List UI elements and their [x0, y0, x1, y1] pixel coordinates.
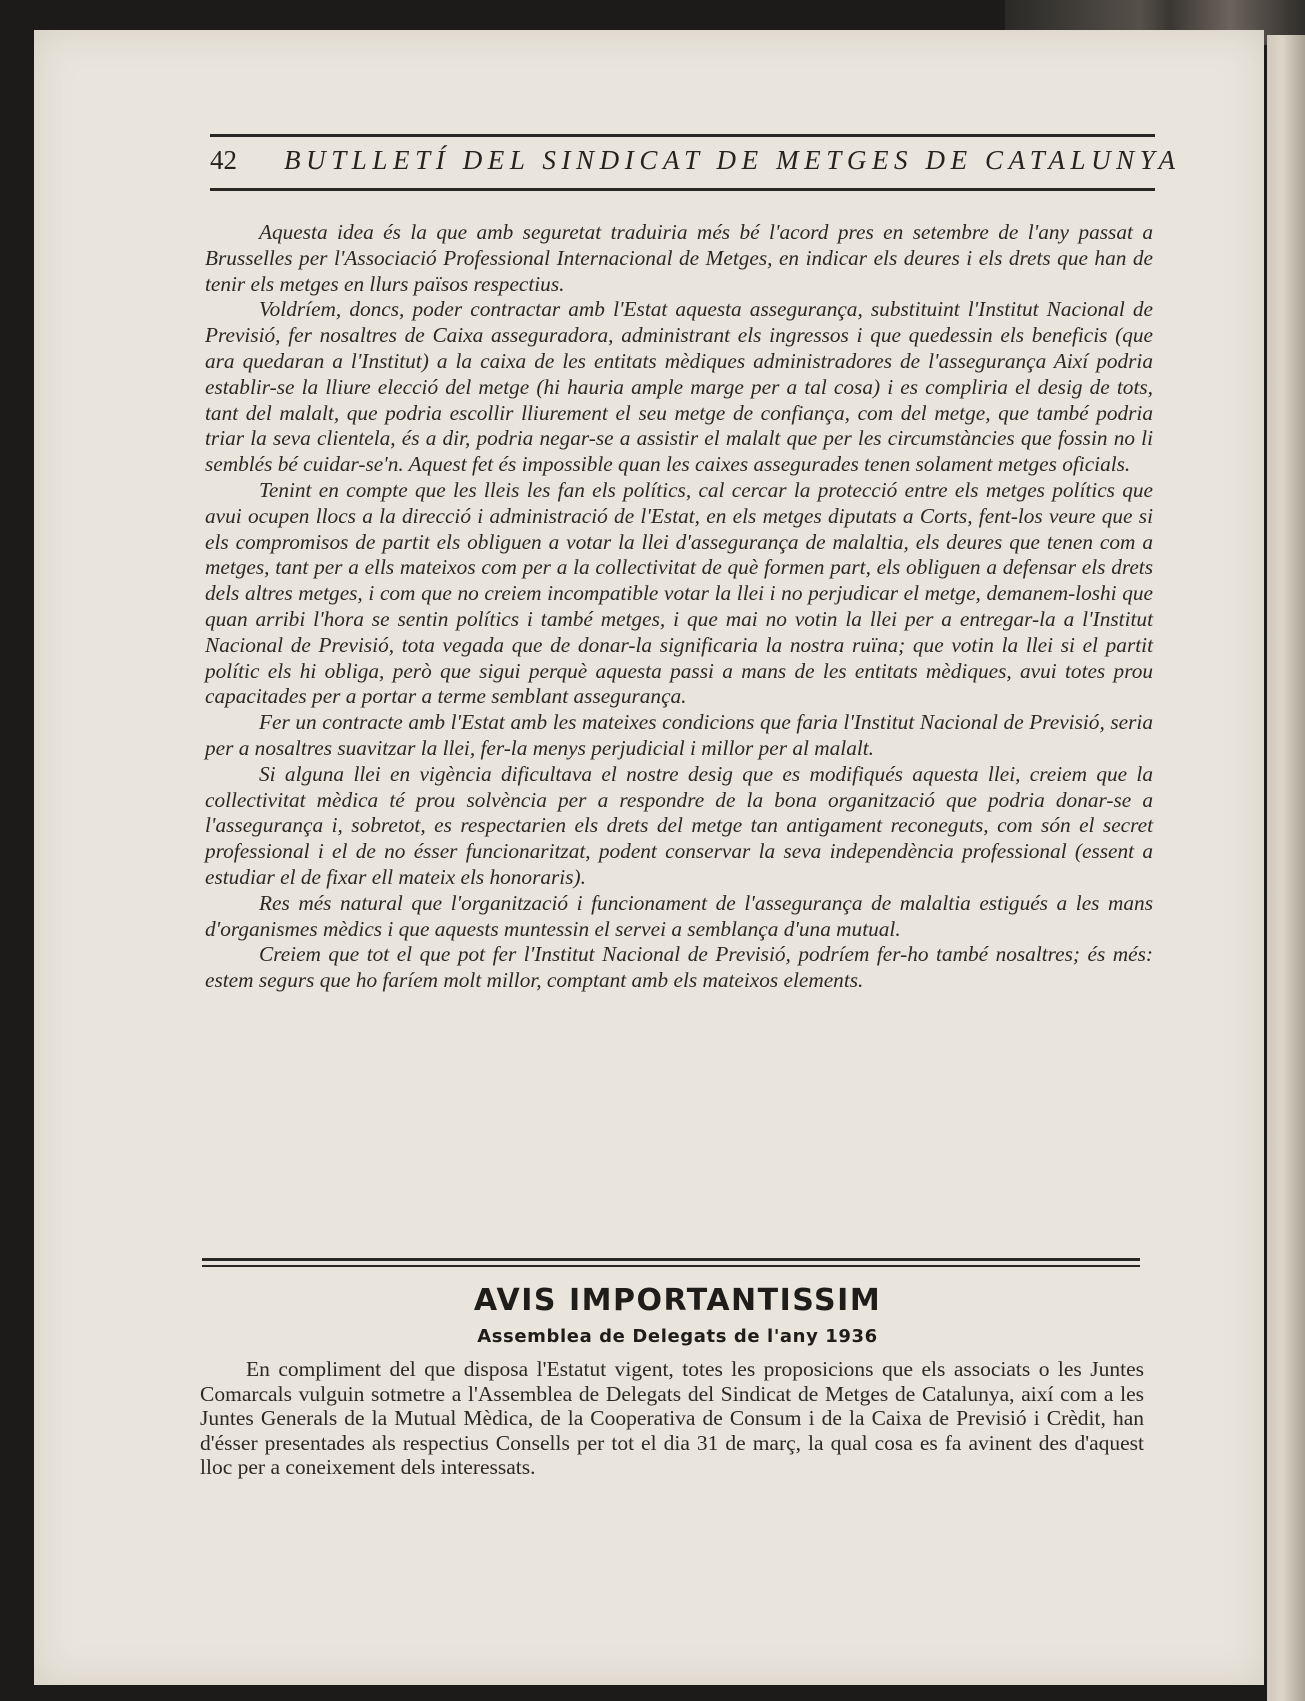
header-top-rule: [210, 134, 1155, 137]
paragraph: Fer un contracte amb l'Estat amb les mateixes condicions que faria l'Institut Nacional de Previsió, seria per a nosaltres suavitzar la llei, fer-la menys perjudicial i millor per al malalt.: [205, 710, 1153, 760]
page-number: 42: [210, 145, 237, 175]
paragraph: Si alguna llei en vigència dificultava el nostre desig que es modifiqués aquesta llei, creiem que la collectivitat mèdica té prou solvència per a respondre de la bona organització que podria donar-se a l'assegurança i, sobretot, es respectarien els drets del metge tan antigament reconeguts, com són el secret professional i el de no ésser funcionaritzat, podent conservar la seva independència professional (essent a estudiar el de fixar ell mateix els honoraris).: [205, 761, 1153, 889]
notice-heading: [200, 1283, 1155, 1351]
header-bottom-rule: [210, 188, 1155, 191]
article-body: [205, 220, 1153, 994]
paragraph: Voldríem, doncs, poder contractar amb l'Estat aquesta assegurança, substituint l'Institut Nacional de Previsió, fer nosaltres de Caixa asseguradora, administrant els ingressos i que quedessin els beneficis (que ara quedaran a l'Institut) a la caixa de les entitats mèdiques administradores de l'assegurança Així podria establir-se la lliure elecció del metge (hi hauria ample marge per a tal cosa) i es compliria el desig de tots, tant del malalt, que podria escollir lliurement el seu metge de confiança, com del metge, que també podria triar la seva clientela, és a dir, podria negar-se a assistir el malalt que per les circumstàncies que fossin no li semblés bé cuidar-se'n. Aquest fet és impossible quan les caixes assegurades tenen solament metges oficials.: [205, 297, 1153, 477]
running-header: [210, 145, 1181, 181]
section-divider-rule-bottom: [202, 1265, 1140, 1267]
paragraph: Creiem que tot el que pot fer l'Institut Nacional de Previsió, podríem fer-ho també nosaltres; és més: estem segurs que ho faríem molt millor, comptant amb els mateixos elements.: [205, 942, 1153, 993]
notice-body: [200, 1357, 1144, 1480]
paragraph: Aquesta idea és la que amb seguretat traduiria més bé l'acord pres en setembre de l'any passat a Brusselles per l'Associació Professional Internacional de Metges, en indicar els deures i els drets que han de tenir els metges en llurs països respectius.: [205, 220, 1153, 296]
section-divider-rule-top: [202, 1258, 1140, 1261]
paragraph: Tenint en compte que les lleis les fan els polítics, cal cercar la protecció entre els metges polítics que avui ocupen llocs a la direcció i administració de l'Estat, en els metges diputats a Corts, fent-los veure que si els compromisos de partit els obliguen a votar la llei d'assegurança de malaltia, els deures que tenen com a metges, tant per a ells mateixos com per a la collectivitat de què formen part, els obliguen a defensar els drets dels altres metges, i com que no creiem incompatible votar la llei i no perjudicar el metge, demanem-loshi que quan arribi l'hora se sentin polítics i també metges, i que mai no votin la llei per a entregar-la a l'Institut Nacional de Previsió, tota vegada que de donar-la significaria la nostra ruïna; que votin la llei si el partit polític els hi obliga, però que sigui perquè aquesta passi a mans de les entitats mèdiques, avui totes prou capacitades per a portar a terme semblant assegurança.: [205, 477, 1153, 709]
notice-paragraph: En compliment del que disposa l'Estatut vigent, totes les proposicions que els associats o les Juntes Comarcals vulguin sotmetre a l'Assemblea de Delegats del Sindicat de Metges de Catalunya, així com a les Juntes Generals de la Mutual Mèdica, de la Cooperativa de Consum i de la Caixa de Previsió i Crèdit, han d'ésser presentades als respectius Consells per tot el dia 31 de març, la qual cosa es fa avinent des d'aquest lloc per a coneixement dels interessats.: [200, 1357, 1144, 1479]
journal-title: BUTLLETÍ DEL SINDICAT DE METGES DE CATALUNYA: [284, 145, 1181, 175]
paragraph: Res més natural que l'organització i funcionament de l'assegurança de malaltia estigués a les mans d'organismes mèdics i que aquests muntessin el servei a semblança d'una mutual.: [205, 890, 1153, 941]
notice-title: AVIS IMPORTANTISSIM: [473, 1283, 882, 1318]
next-page-edge: [1267, 35, 1305, 1701]
notice-subtitle: Assemblea de Delegats de l'any 1936: [477, 1326, 878, 1347]
